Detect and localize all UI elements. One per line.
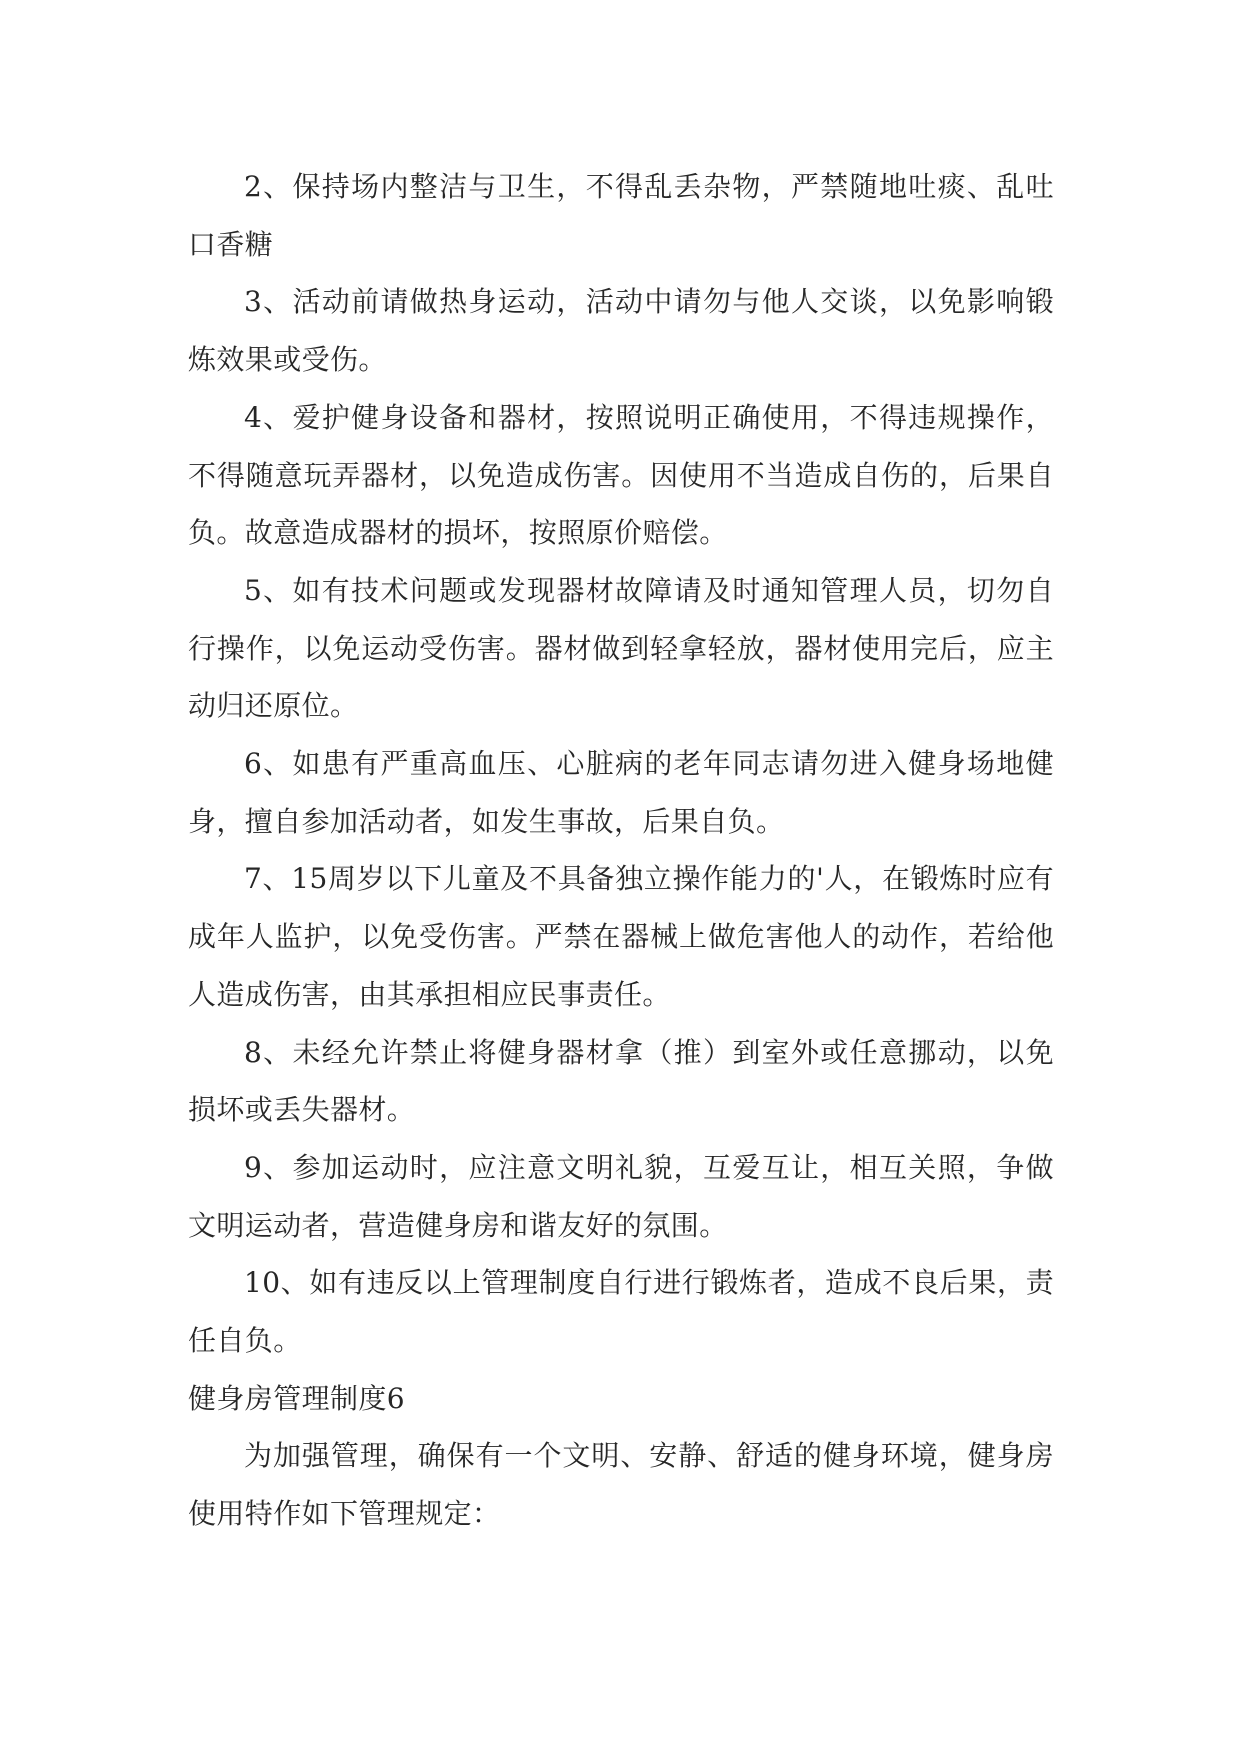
rule-item-7: 7、15周岁以下儿童及不具备独立操作能力的'人，在锻炼时应有成年人监护，以免受伤害。严禁在器械上做危害他人的动作，若给他人造成伤害，由其承担相应民事责任。 xyxy=(188,862,1054,1011)
rule-item-9: 9、参加运动时，应注意文明礼貌，互爱互让，相互关照，争做文明运动者，营造健身房和谐友好的氛围。 xyxy=(188,1150,1054,1242)
document-body xyxy=(188,158,1054,1543)
rule-item-8: 8、未经允许禁止将健身器材拿（推）到室外或任意挪动，以免损坏或丢失器材。 xyxy=(188,1035,1054,1127)
rule-item-2: 2、保持场内整洁与卫生，不得乱丢杂物，严禁随地吐痰、乱吐口香糖 xyxy=(188,170,1054,261)
rule-item-5: 5、如有技术问题或发现器材故障请及时通知管理人员，切勿自行操作，以免运动受伤害。器材做到轻拿轻放，器材使用完后，应主动归还原位。 xyxy=(188,573,1054,723)
section-heading: 健身房管理制度6 xyxy=(188,1381,406,1415)
rule-item-10: 10、如有违反以上管理制度自行进行锻炼者，造成不良后果，责任自负。 xyxy=(188,1266,1054,1358)
intro-paragraph: 为加强管理，确保有一个文明、安静、舒适的健身环境，健身房使用特作如下管理规定： xyxy=(188,1439,1054,1531)
rule-item-3: 3、活动前请做热身运动，活动中请勿与他人交谈，以免影响锻炼效果或受伤。 xyxy=(188,285,1054,377)
rule-item-6: 6、如患有严重高血压、心脏病的老年同志请勿进入健身场地健身，擅自参加活动者，如发生事故，后果自负。 xyxy=(188,747,1054,838)
rule-item-4: 4、爱护健身设备和器材，按照说明正确使用，不得违规操作，不得随意玩弄器材，以免造成伤害。因使用不当造成自伤的，后果自负。故意造成器材的损坏，按照原价赔偿。 xyxy=(188,400,1054,550)
